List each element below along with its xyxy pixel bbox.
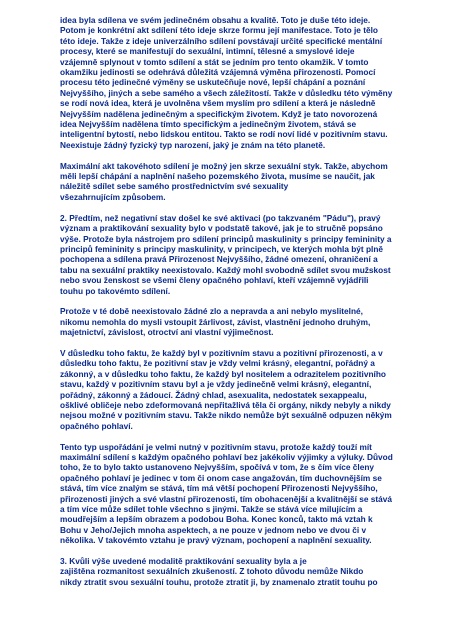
paragraph-3: 2. Předtím, než negativní stav došel ke své aktivaci (po takzvaném "Pádu"), pravý význam a praktikování sexuality bylo v podstatě takové, jak je to stručně popsáno výše. Protože byla nástrojem pro sdílení principů maskulinity s principy femininity a principů femininity s principy maskulinity, v principech, ve kterých mohla být plně pochopena a sdílena pravá Přirozenost Nejvyššího, žádné omezení, ohraničení a tabu na sexuální praktiky neexistovalo. Každý mohl svobodně sdílet svou mužskost nebo svou ženskost se všemi členy opačného pohlaví, kteří vzájemně vyjádřili touhu po takovémto sdílení. — [60, 212, 392, 296]
paragraph-7: 3. Kvůli výše uvedené modalitě praktikování sexuality byla a je zajištěna rozmanitost sexuálních zkušeností. Z tohoto důvodu nemůže Nikdo nikdy ztratit svou sexuální touhu, protože ztratit ji, by znamenalo ztratit touhu po — [60, 556, 378, 587]
paragraph-6: Tento typ uspořádání je velmi nutný v pozitivním stavu, protože každý touží mít maximální sdílení s každým opačného pohlaví bez jakékoliv výjimky a výluky. Důvod toho, že to bylo takto ustanoveno Nejvyšším, spočívá v tom, že s čím více členy opačného pohlaví je jedinec v tom či onom case angažován, tím duchovnějším se stává, tím více znalým se stává, tím má větší pochopení Přirozenosti Nejvyššího, přirozenosti jiných a své vlastní přirozenosti, tím obohacenější a kvalitnější se stává a tím více může sdílet tohle všechno s jinými. Takže se stává více milujícím a moudřejším a lepším obrazem a podobou Boha. Konec konců, takto má vztah k Bohu v Jeho/Jejich mnoha aspektech, a ne pouze v jednom nebo ve dvou či v několika. V takovémto vztahu je pravý význam, pochopení a naplnění sexuality. — [60, 441, 393, 546]
paragraph-4: Protože v té době neexistovalo žádné zlo a nepravda a ani nebylo myslitelné, nikomu nemohla do mysli vstoupit žárlivost, závist, vlastnění jednoho druhým, majetnictví, závislost, otroctví ani vlastní výjimečnost. — [60, 306, 371, 338]
paragraph-2: Maximální akt takovéhoto sdílení je možný jen skrze sexuální styk. Takže, abychom měli lepší chápání a naplnění našeho pozemského života, musíme se naučit, jak náležitě sdílet sebe samého prostřednictvím své sexuality všezahrnujícím způsobem. — [60, 160, 388, 202]
paragraph-1: idea byla sdílena ve svém jedinečném obsahu a kvalitě. Toto je duše této ideje. Potom je konkrétní akt sdílení této ideje skrze formu její manifestace. Toto je tělo této ideje. Takže z ideje univerzálního sdílení povstávají určité specifické mentální procesy, které se manifestují do sexuální, intimní, tělesné a smyslové ideje vzájemně splynout v tomto sdílení a stát se jedním pro tento okamžik. V tomto okamžiku jedinosti se odehrává důležitá vzájemná výměna přirozenosti. Pomocí procesu této jedinečné výměny se uskutečňuje nové, lepší chápání a poznání Nejvyššího, jiných a sebe samého a všech záležitostí. Takže v důsledku této výměny se rodí nová idea, která je uvolněna všem myslím pro sdílení a která je následně Nejvyšším nadělena jedinečným a specifickým životem. Když je tato novorozená idea Nejvyšším nadělena tímto specifickým a jedinečným životem, stává se inteligentní bytostí, nebo lidskou entitou. Takto se rodí noví lidé v pozitivním stavu. Neexistuje žádný fyzický typ narození, jaký je znám na této planetě. — [60, 15, 393, 150]
document-page — [60, 15, 400, 587]
paragraph-5: V důsledku toho faktu, že každý byl v pozitivním stavu a pozitivní přirozenosti, a v důsledku toho faktu, že pozitivní stav je vždy velmi krásný, elegantní, pořádný a zákonný, a v důsledku toho faktu, že každý byl nositelem a odrazitelem pozitivního stavu, každý v pozitivním stavu byl a je vždy jedinečně velmi krásný, elegantní, pořádný, zákonný a žádoucí. Žádný chlad, asexualita, nedostatek sexappealu, ošklivé obličeje nebo zdeformovaná nepřitažlivá těla či orgány, nikdy nebyly a nikdy nejsou možné v pozitivním stavu. Takže nikdo nemůže být sexuálně odpuzen někým opačného pohlaví. — [60, 347, 392, 431]
